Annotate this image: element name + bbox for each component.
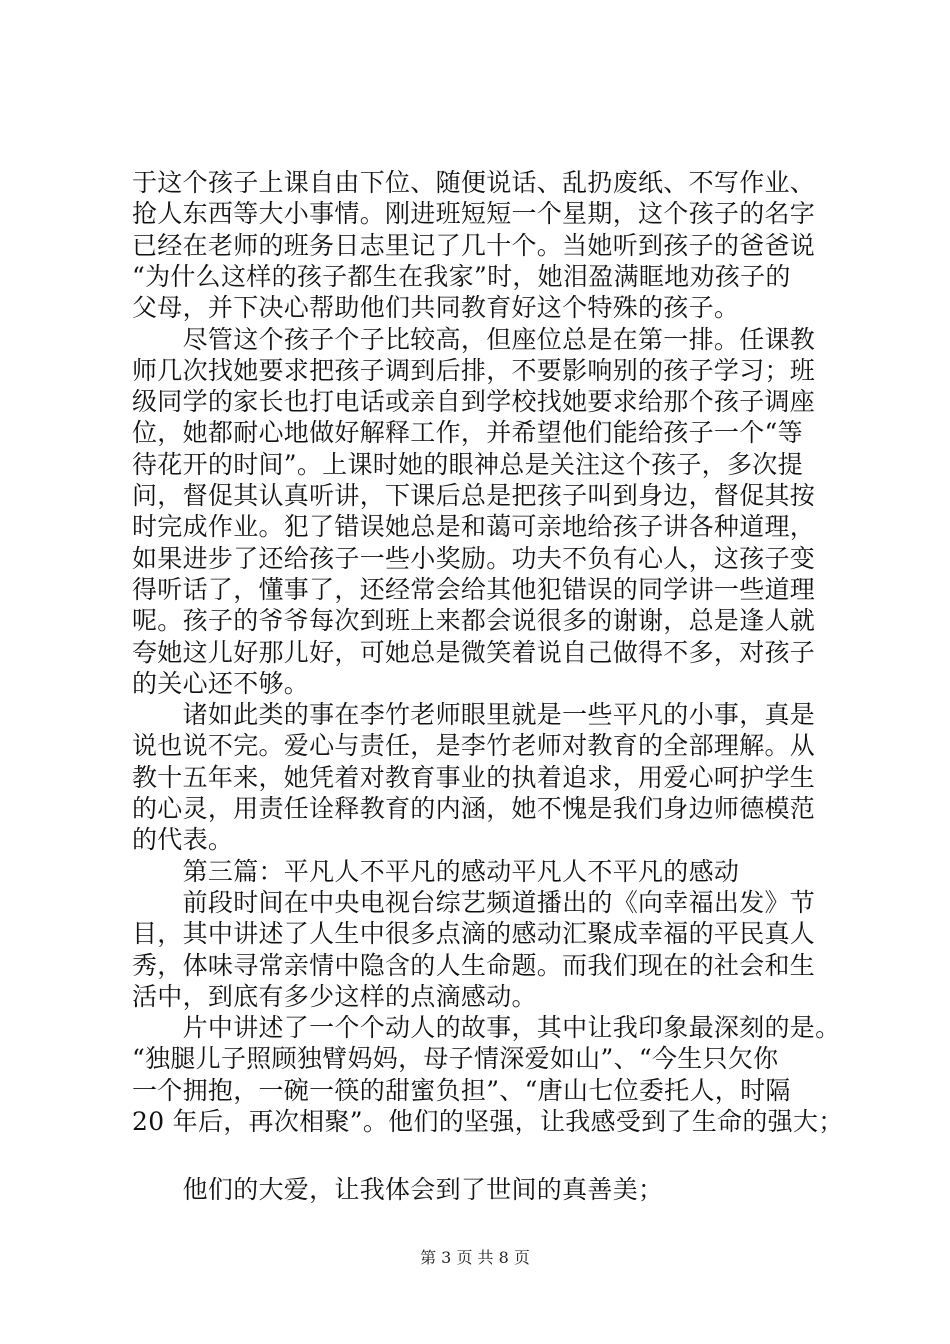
text-line: 说也说不完。爱心与责任，是李竹老师对教育的全部理解。从 <box>132 731 816 760</box>
text-line: 位，她都耐心地做好解释工作，并希望他们能给孩子一个“等 <box>132 418 803 447</box>
text-line: 的关心还不够。 <box>132 669 310 698</box>
text-line: 教十五年来，她凭着对教育事业的执着追求，用爱心呵护学生 <box>132 763 816 792</box>
text-line: 呢。孩子的爷爷每次到班上来都会说很多的谢谢，总是逢人就 <box>132 606 816 635</box>
page-footer: 第 3 页 共 8 页 <box>420 1248 530 1267</box>
text-line: 片中讲述了一个个动人的故事，其中让我印象最深刻的是。 <box>132 1013 841 1042</box>
text-line: 待花开的时间”。上课时她的眼神总是关注这个孩子，多次提 <box>132 450 803 479</box>
text-line: “独腿儿子照顾独臂妈妈，母子情深爱如山”、“今生只欠你 <box>132 1044 779 1073</box>
text-line: 诸如此类的事在李竹老师眼里就是一些平凡的小事，真是 <box>132 700 816 729</box>
text-line: 秀，体味寻常亲情中隐含的人生命题。而我们现在的社会和生 <box>132 951 816 980</box>
text-line: 一个拥抱，一碗一筷的甜蜜负担”、“唐山七位委托人，时隔 <box>132 1076 791 1105</box>
text-line: 夸她这儿好那儿好，可她总是微笑着说自己做得不多，对孩子 <box>132 638 816 667</box>
text-line: 级同学的家长也打电话或亲自到学校找她要求给那个孩子调座 <box>132 387 816 416</box>
text-line: 20 年后，再次相聚”。他们的坚强，让我感受到了生命的强大； <box>132 1107 844 1136</box>
text-line: 他们的大爱，让我体会到了世间的真善美； <box>132 1175 664 1204</box>
text-line: 如果进步了还给孩子一些小奖励。功夫不负有心人，这孩子变 <box>132 544 816 573</box>
text-line: 问，督促其认真听讲，下课后总是把孩子叫到身边，督促其按 <box>132 481 816 510</box>
text-line: 已经在老师的班务日志里记了几十个。当她听到孩子的爸爸说 <box>132 231 816 260</box>
section-heading: 第三篇：平凡人不平凡的感动平凡人不平凡的感动 <box>132 857 740 886</box>
text-line: 于这个孩子上课自由下位、随便说话、乱扔废纸、不写作业、 <box>132 168 816 197</box>
text-line: 尽管这个孩子个子比较高，但座位总是在第一排。任课教 <box>132 325 816 354</box>
text-line: 时完成作业。犯了错误她总是和蔼可亲地给孩子讲各种道理， <box>132 512 816 541</box>
text-line: 的代表。 <box>132 825 234 854</box>
text-line: 活中，到底有多少这样的点滴感动。 <box>132 982 537 1011</box>
text-line: 得听话了，懂事了，还经常会给其他犯错误的同学讲一些道理 <box>132 575 816 604</box>
text-line: 目，其中讲述了人生中很多点滴的感动汇聚成幸福的平民真人 <box>132 919 816 948</box>
text-line: “为什么这样的孩子都生在我家”时，她泪盈满眶地劝孩子的 <box>132 262 791 291</box>
text-line: 师几次找她要求把孩子调到后排，不要影响别的孩子学习；班 <box>132 356 816 385</box>
text-line: 抢人东西等大小事情。刚进班短短一个星期，这个孩子的名字 <box>132 199 816 228</box>
text-line: 父母，并下决心帮助他们共同教育好这个特殊的孩子。 <box>132 293 740 322</box>
text-line: 的心灵，用责任诠释教育的内涵，她不愧是我们身边师德模范 <box>132 794 816 823</box>
text-line: 前段时间在中央电视台综艺频道播出的《向幸福出发》节 <box>132 888 816 917</box>
